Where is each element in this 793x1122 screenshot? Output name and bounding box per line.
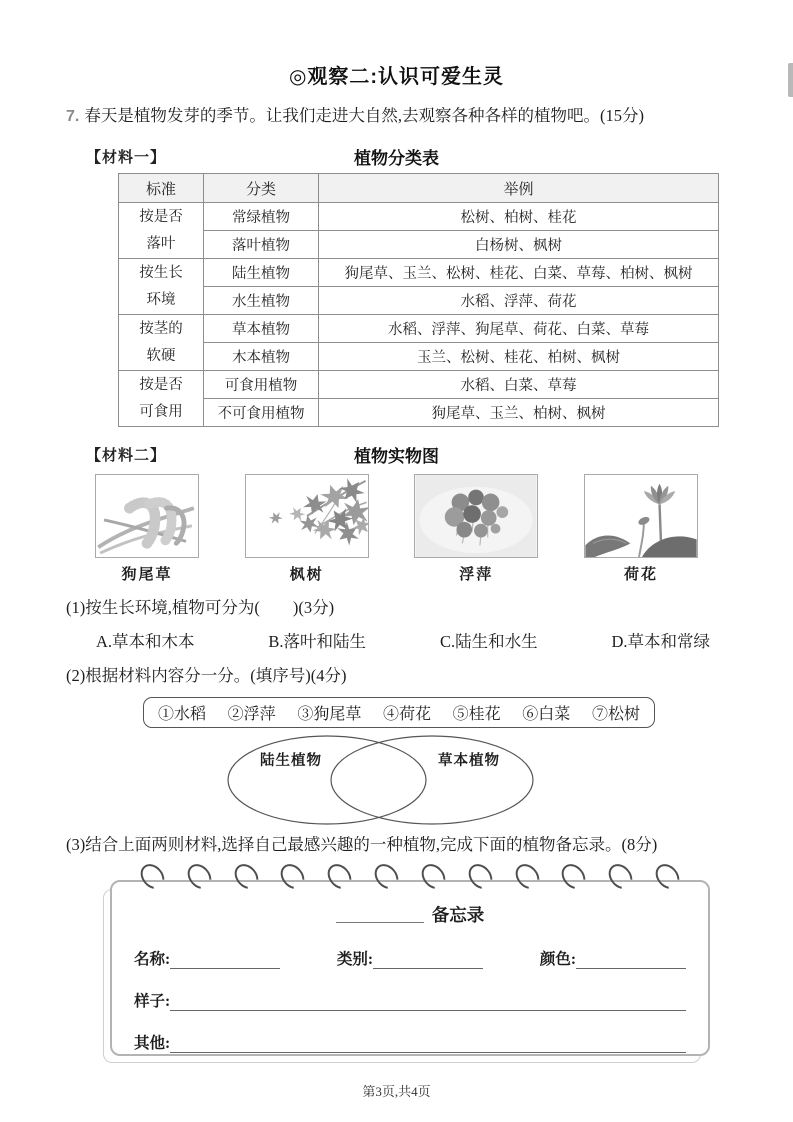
criterion-line: 可食用 bbox=[139, 403, 183, 420]
photo-duckweed bbox=[414, 474, 538, 584]
table-row bbox=[119, 371, 719, 399]
duckweed-image bbox=[414, 474, 538, 558]
spiral-ring-icon bbox=[557, 859, 590, 893]
question-2: (2)根据材料内容分一分。(填序号)(4分) bbox=[66, 666, 347, 685]
memo-field-name-blank bbox=[170, 951, 280, 969]
spiral-ring-icon bbox=[510, 859, 543, 893]
criterion-cell bbox=[119, 315, 204, 371]
category-cell: 木本植物 bbox=[204, 343, 319, 371]
material-2-label: 【材料二】 bbox=[86, 448, 167, 464]
page-number: 第3页,共4页 bbox=[362, 1084, 431, 1099]
category-cell: 落叶植物 bbox=[204, 231, 319, 259]
category-cell: 可食用植物 bbox=[204, 371, 319, 399]
spiral-ring-icon bbox=[651, 859, 684, 893]
examples-cell: 狗尾草、玉兰、柏树、枫树 bbox=[319, 399, 719, 427]
photo-caption: 浮萍 bbox=[459, 567, 494, 583]
spiral-ring-icon bbox=[229, 859, 262, 893]
item-7: ⑦松树 bbox=[591, 706, 640, 723]
criterion-line: 按生长 bbox=[139, 264, 183, 281]
question-1-options bbox=[96, 628, 710, 652]
criterion-line: 环境 bbox=[146, 291, 176, 308]
venn-left-label: 陆生植物 bbox=[260, 753, 322, 769]
memo-title: 备忘录 bbox=[431, 905, 485, 925]
examples-cell: 松树、柏树、桂花 bbox=[319, 203, 719, 231]
header-examples: 举例 bbox=[319, 174, 719, 203]
photo-lotus bbox=[584, 474, 698, 584]
category-cell: 常绿植物 bbox=[204, 203, 319, 231]
memo-field-category-label: 类别: bbox=[336, 951, 374, 968]
header-category: 分类 bbox=[204, 174, 319, 203]
criterion-line: 按是否 bbox=[139, 376, 183, 393]
spiral-ring-icon bbox=[463, 859, 496, 893]
venn-diagram bbox=[0, 733, 793, 827]
photos-title: 植物实物图 bbox=[354, 447, 439, 466]
spiral-ring-icon bbox=[323, 859, 356, 893]
option-b: B.落叶和陆生 bbox=[268, 632, 367, 651]
category-cell: 陆生植物 bbox=[204, 259, 319, 287]
criterion-cell bbox=[119, 259, 204, 315]
plant-classification-table bbox=[118, 173, 719, 427]
memo-title-blank bbox=[336, 905, 424, 923]
material-1-label: 【材料一】 bbox=[86, 150, 167, 166]
item-1: ①水稻 bbox=[158, 706, 207, 723]
plant-photos-row bbox=[95, 474, 698, 584]
question-1: (1)按生长环境,植物可分为( )(3分) bbox=[66, 598, 335, 617]
memo-field-appearance-label: 样子: bbox=[134, 993, 171, 1010]
spiral-ring-icon bbox=[136, 859, 169, 893]
venn-ellipses bbox=[226, 733, 536, 827]
table-row bbox=[119, 315, 719, 343]
category-cell: 草本植物 bbox=[204, 315, 319, 343]
item-6: ⑥白菜 bbox=[522, 706, 571, 723]
foxtail-grass-image bbox=[95, 474, 199, 558]
item-2: ②浮萍 bbox=[227, 706, 276, 723]
criterion-line: 按是否 bbox=[139, 208, 183, 225]
option-a: A.草本和木本 bbox=[96, 632, 195, 651]
examples-cell: 水稻、浮萍、狗尾草、荷花、白菜、草莓 bbox=[319, 315, 719, 343]
memo-fields-row bbox=[134, 947, 686, 969]
spiral-ring-icon bbox=[417, 859, 450, 893]
maple-tree-image bbox=[245, 474, 369, 558]
material-1-header bbox=[0, 144, 793, 170]
item-3: ③狗尾草 bbox=[297, 706, 362, 723]
memo-field-color-label: 颜色: bbox=[539, 951, 576, 968]
table-header-row bbox=[119, 174, 719, 203]
photo-caption: 狗尾草 bbox=[121, 567, 173, 583]
item-5: ⑤桂花 bbox=[452, 706, 501, 723]
numbered-items-box bbox=[143, 697, 655, 728]
spiral-ring-icon bbox=[370, 859, 403, 893]
memo-other-row bbox=[134, 1031, 686, 1053]
examples-cell: 白杨树、枫树 bbox=[319, 231, 719, 259]
examples-cell: 狗尾草、玉兰、松树、桂花、白菜、草莓、柏树、枫树 bbox=[319, 259, 719, 287]
header-criterion: 标准 bbox=[119, 174, 204, 203]
photo-maple-tree bbox=[245, 474, 369, 584]
page-title: ◎观察二:认识可爱生灵 bbox=[288, 66, 505, 88]
question-3: (3)结合上面两则材料,选择自己最感兴趣的一种植物,完成下面的植物备忘录。(8分) bbox=[66, 835, 658, 854]
examples-cell: 水稻、浮萍、荷花 bbox=[319, 287, 719, 315]
memo-field-name-label: 名称: bbox=[134, 951, 171, 968]
memo-field-category bbox=[337, 947, 483, 969]
spiral-ring-icon bbox=[604, 859, 637, 893]
memo-field-other-blank bbox=[170, 1035, 686, 1053]
category-cell: 不可食用植物 bbox=[204, 399, 319, 427]
criterion-cell bbox=[119, 371, 204, 427]
table-row bbox=[119, 399, 719, 427]
memo-title-row bbox=[134, 902, 686, 927]
spiral-binding bbox=[110, 863, 710, 893]
photo-caption: 枫树 bbox=[289, 567, 324, 583]
question-7-text: 春天是植物发芽的季节。让我们走进大自然,去观察各种各样的植物吧。(15分) bbox=[84, 106, 644, 125]
examples-cell: 玉兰、松树、桂花、柏树、枫树 bbox=[319, 343, 719, 371]
memo-field-color-blank bbox=[576, 951, 686, 969]
spiral-ring-icon bbox=[276, 859, 309, 893]
memo-card bbox=[110, 880, 710, 1056]
table-row bbox=[119, 287, 719, 315]
memo-field-name bbox=[134, 947, 280, 969]
criterion-line: 落叶 bbox=[146, 235, 176, 252]
option-d: D.草本和常绿 bbox=[611, 632, 710, 651]
item-4: ④荷花 bbox=[382, 706, 431, 723]
criterion-line: 软硬 bbox=[146, 347, 176, 364]
table-title: 植物分类表 bbox=[354, 149, 439, 168]
memo-field-appearance-blank bbox=[170, 993, 686, 1011]
examples-cell: 水稻、白菜、草莓 bbox=[319, 371, 719, 399]
memo-field-color bbox=[540, 947, 686, 969]
question-7 bbox=[66, 104, 753, 129]
table-row bbox=[119, 203, 719, 231]
material-2-header bbox=[0, 442, 793, 468]
memo-field-other-label: 其他: bbox=[134, 1035, 171, 1052]
photo-foxtail-grass bbox=[95, 474, 199, 584]
print-crop-mark bbox=[788, 63, 793, 97]
memo-field-category-blank bbox=[373, 951, 483, 969]
table-row bbox=[119, 343, 719, 371]
table-row bbox=[119, 259, 719, 287]
category-cell: 水生植物 bbox=[204, 287, 319, 315]
option-c: C.陆生和水生 bbox=[439, 632, 538, 651]
criterion-line: 按茎的 bbox=[139, 320, 183, 337]
question-7-number: 7. bbox=[66, 108, 80, 125]
spiral-ring-icon bbox=[183, 859, 216, 893]
criterion-cell bbox=[119, 203, 204, 259]
table-row bbox=[119, 231, 719, 259]
memo-notebook bbox=[110, 863, 710, 1056]
lotus-image bbox=[584, 474, 698, 558]
photo-caption: 荷花 bbox=[623, 567, 658, 583]
venn-right-label: 草本植物 bbox=[438, 753, 500, 769]
memo-appearance-row bbox=[134, 989, 686, 1011]
